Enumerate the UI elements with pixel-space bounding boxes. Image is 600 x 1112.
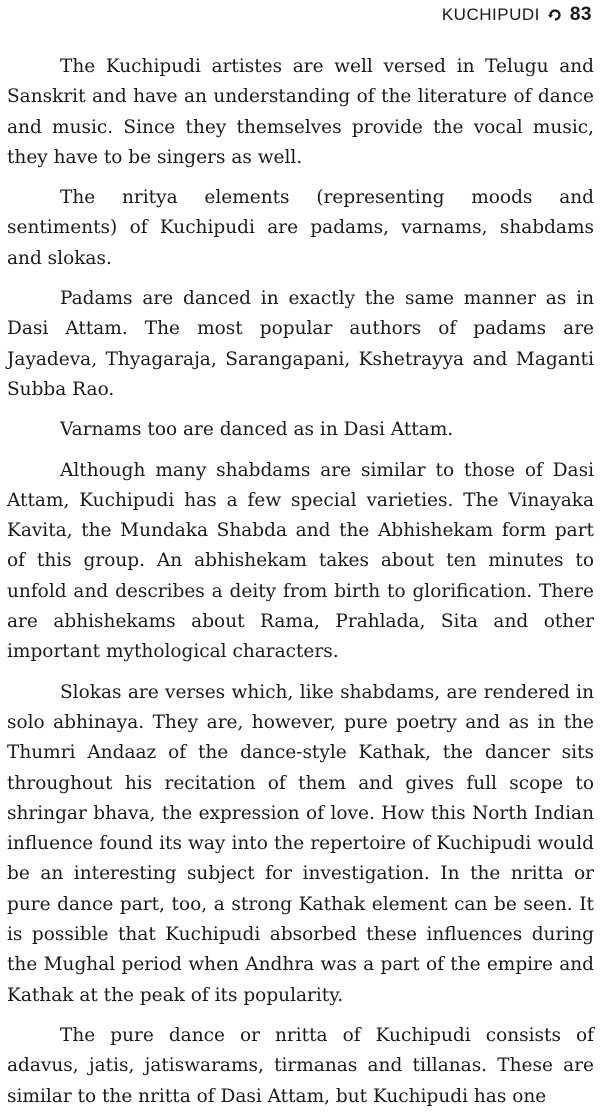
paragraph-slokas: Slokas are verses which, like shabdams, are rendered in solo abhinaya. They are, however, pure poetry and as in the Thumri Andaaz of the dance-style Kathak, the dancer sits throughout his recitation of them and gives full scope to shringar bhava, the expression of love. How this North Indian influence found its way into the repertoire of Kuchipudi would be an interesting subject for investigation. In the nritta or pure dance part, too, a strong Kathak element can be seen. It is possible that Kuchipudi absorbed these influences during the Mughal period when Andhra was a part of the empire and Kathak at the peak of its popularity. xyxy=(7,681,594,1006)
running-title: KUCHIPUDI xyxy=(441,5,540,24)
body-text xyxy=(7,52,594,1112)
paragraph-shabdams: Although many shabdams are similar to those of Dasi Attam, Kuchipudi has a few special varieties. The Vinayaka Kavita, the Mundaka Shabda and the Abhishekam form part of this group. An abhishekam takes about ten minutes to unfold and describes a deity from birth to glorification. There are abhishekams about Rama, Prahlada, Sita and other important mythological characters. xyxy=(7,459,594,663)
arrow-circle-icon xyxy=(548,8,562,22)
paragraph-nritya-elements: The nritya elements (representing moods and sentiments) of Kuchipudi are padams, varnams, shabdams and slokas. xyxy=(7,187,594,269)
paragraph-artistes: The Kuchipudi artistes are well versed in Telugu and Sanskrit and have an understanding of the literature of dance and music. Since they themselves provide the vocal music, they have to be singers as well. xyxy=(7,56,594,168)
paragraph-nritta: The pure dance or nritta of Kuchipudi consists of adavus, jatis, jatiswarams, tirmanas and tillanas. These are similar to the nritta of Dasi Attam, but Kuchipudi has one xyxy=(7,1024,594,1107)
paragraph-padams: Padams are danced in exactly the same manner as in Dasi Attam. The most popular authors of padams are Jayadeva, Thyagaraja, Sarangapani, Kshetrayya and Maganti Subba Rao. xyxy=(7,288,594,400)
page-number: 83 xyxy=(569,4,592,25)
running-header xyxy=(442,4,592,26)
paragraph-varnams: Varnams too are danced as in Dasi Attam. xyxy=(60,419,454,441)
